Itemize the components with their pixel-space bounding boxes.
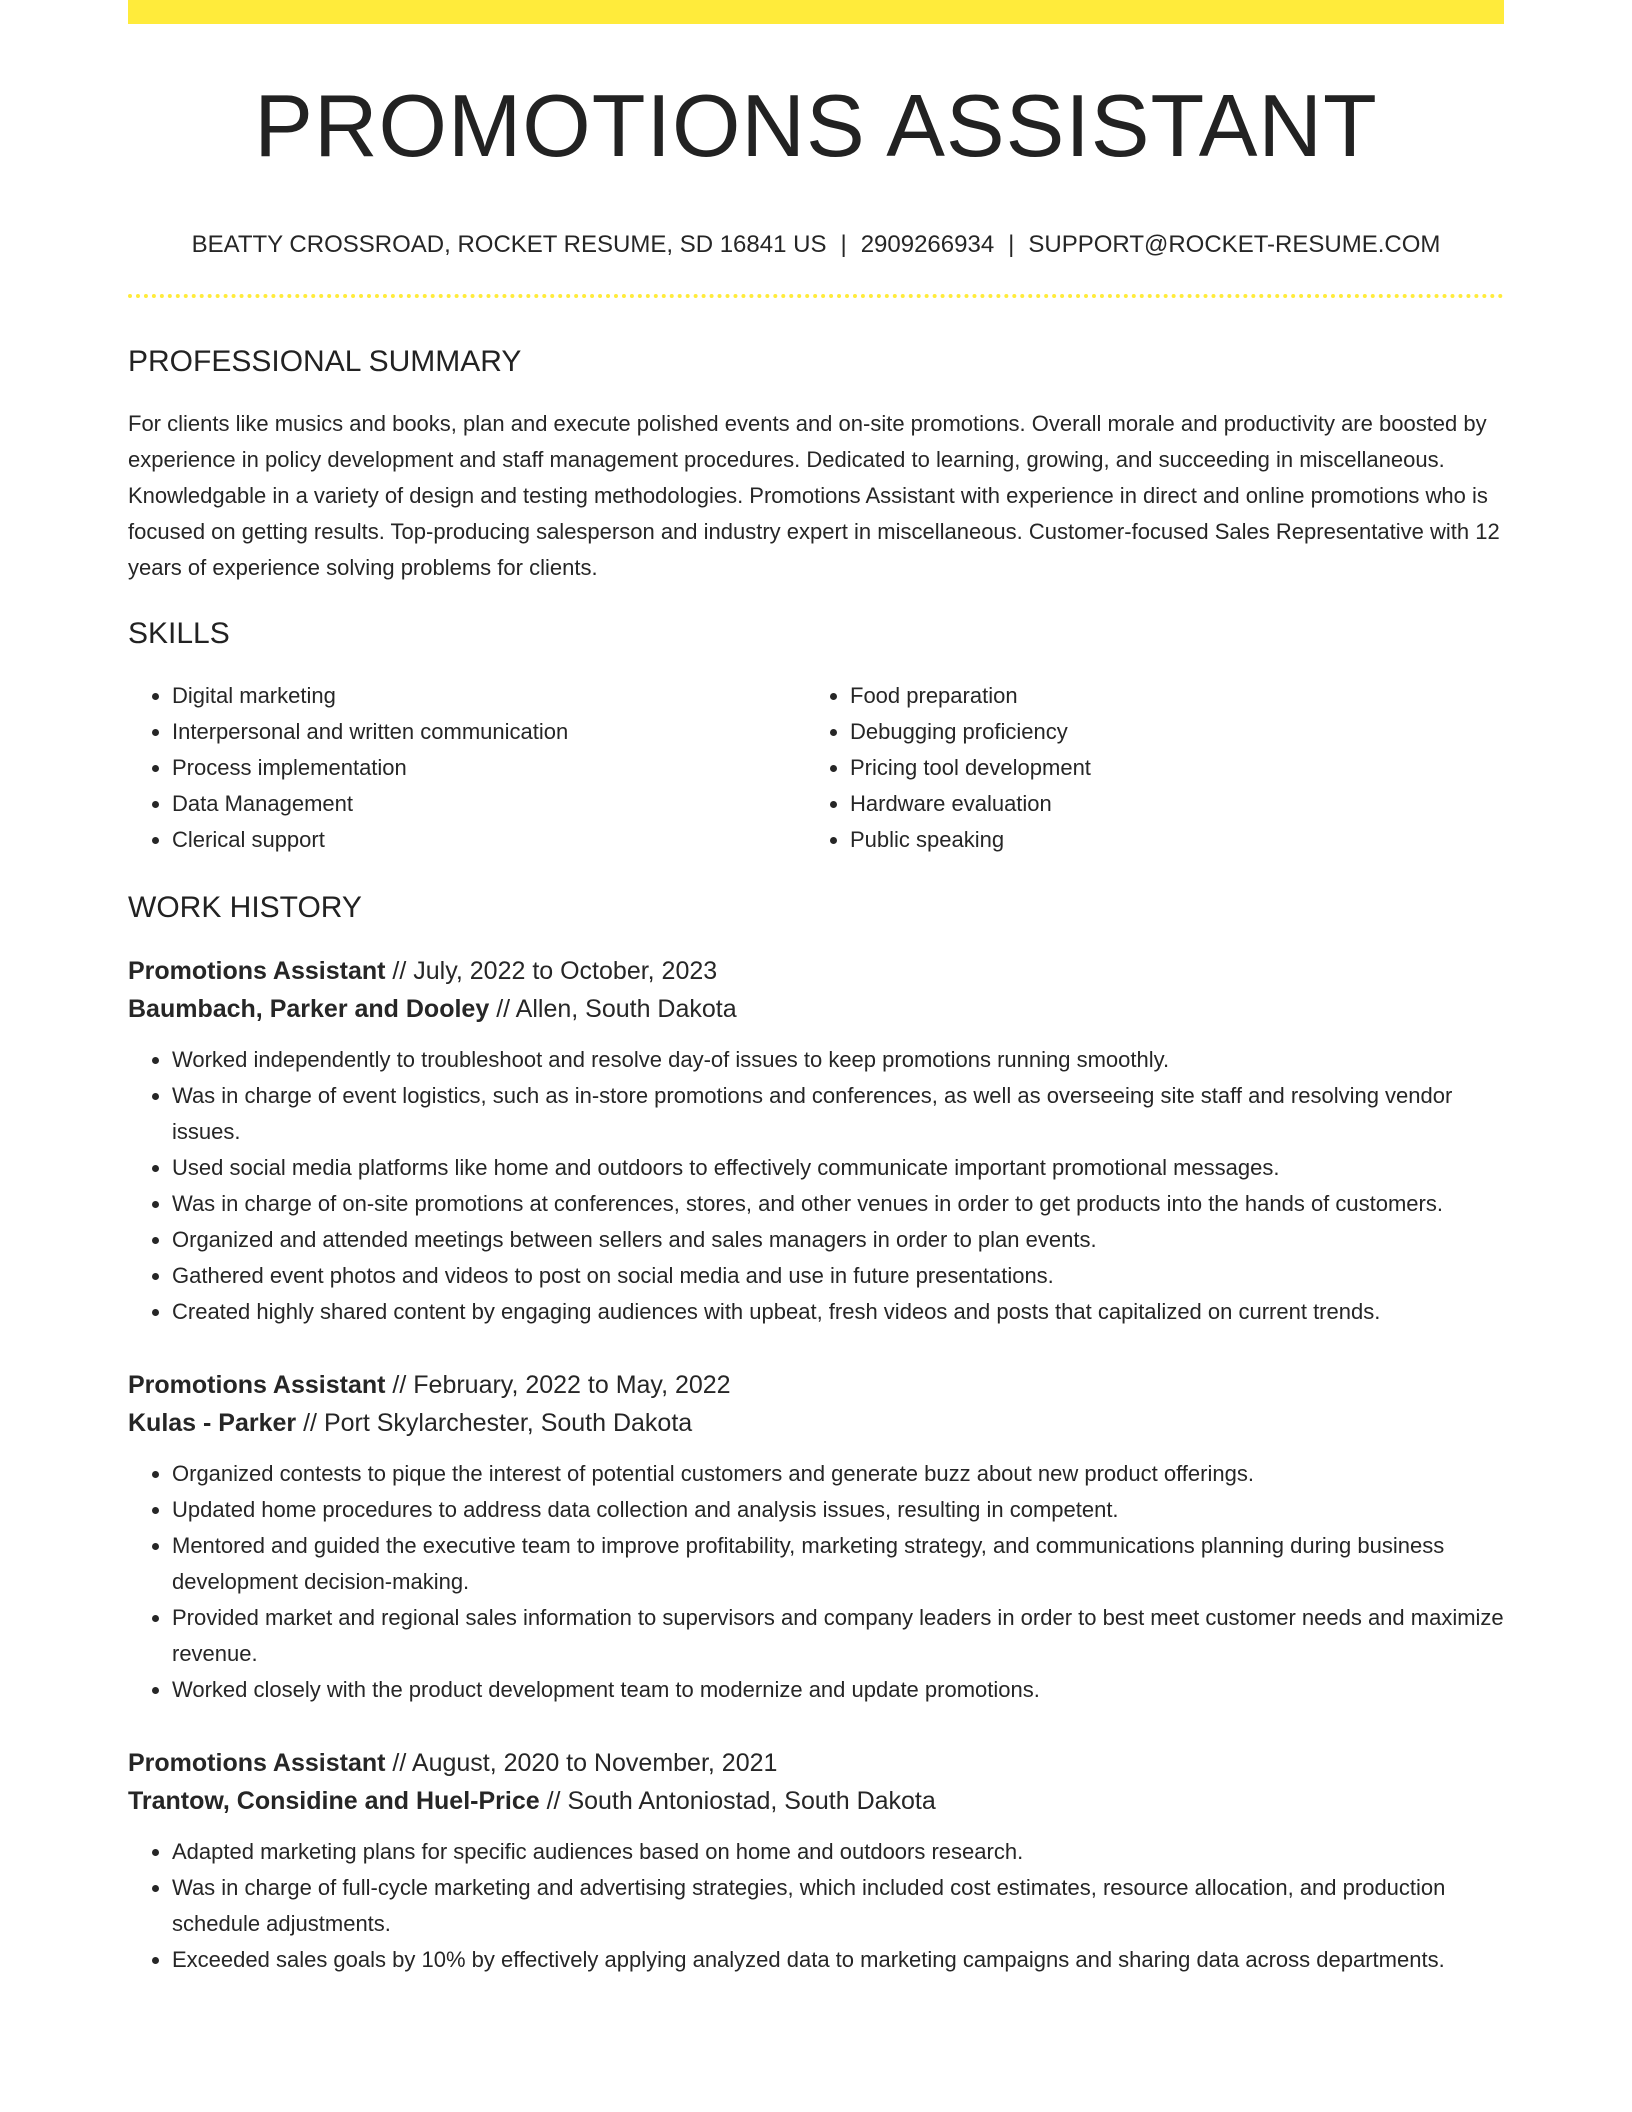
skill-item: • Food preparation	[850, 678, 1484, 714]
contact-separator: |	[1008, 231, 1015, 258]
skill-item: • Pricing tool development	[850, 750, 1484, 786]
summary-text: For clients like musics and books, plan and execute polished events and on-site promotions. Overall morale and productivity are boosted by experience in policy development and staff management procedures. Dedicated to learning, growing, and succeeding in miscellaneous. Knowledgable in a variety of design and testing methodologies. Promotions Assistant with experience in direct and online promotions who is focused on getting results. Top-producing salesperson and industry expert in miscellaneous. Customer-focused Sales Representative with 12 years of experience solving problems for clients.	[128, 411, 1500, 580]
skill-item: • Debugging proficiency	[850, 714, 1484, 750]
job-role: Promotions Assistant	[128, 1371, 386, 1399]
resume-page	[128, 0, 1504, 1978]
job-location: Allen, South Dakota	[515, 995, 737, 1023]
job-bullet: • Mentored and guided the executive team to improve profitability, marketing strategy, and communications planning during business development decision-making.	[172, 1528, 1504, 1600]
contact-separator: |	[840, 231, 847, 258]
skill-item: • Process implementation	[172, 750, 806, 786]
job-dates: August, 2020 to November, 2021	[411, 1749, 778, 1777]
skills-column-left	[128, 678, 806, 858]
job-bullet: • Used social media platforms like home and outdoors to effectively communicate important promotional messages.	[172, 1150, 1504, 1186]
job-bullet: • Exceeded sales goals by 10% by effectively applying analyzed data to marketing campaigns and sharing data across departments.	[172, 1942, 1504, 1978]
job-bullets	[128, 1042, 1504, 1330]
job-bullet: • Worked closely with the product development team to modernize and update promotions.	[172, 1672, 1504, 1708]
job-location: Port Skylarchester, South Dakota	[323, 1409, 693, 1437]
job-bullet: • Provided market and regional sales information to supervisors and company leaders in order to best meet customer needs and maximize revenue.	[172, 1600, 1504, 1672]
job-bullet: • Created highly shared content by engaging audiences with upbeat, fresh videos and posts that capitalized on current trends.	[172, 1294, 1504, 1330]
work-history-heading: WORK HISTORY	[128, 891, 362, 924]
skill-item: • Public speaking	[850, 822, 1484, 858]
top-accent-bar	[128, 0, 1504, 24]
job-bullet: • Was in charge of event logistics, such as in-store promotions and conferences, as well as overseeing site staff and resolving vendor issues.	[172, 1078, 1504, 1150]
job-entry	[128, 1366, 1504, 1708]
job-company-line	[128, 1782, 1504, 1820]
job-dates: July, 2022 to October, 2023	[413, 957, 718, 985]
job-separator: //	[303, 1409, 317, 1437]
job-bullet: • Worked independently to troubleshoot and resolve day-of issues to keep promotions running smoothly.	[172, 1042, 1504, 1078]
job-entry	[128, 1744, 1504, 1978]
skill-item: • Clerical support	[172, 822, 806, 858]
job-company: Baumbach, Parker and Dooley	[128, 995, 490, 1023]
job-bullets	[128, 1834, 1504, 1978]
job-role-line	[128, 1744, 1504, 1782]
skill-item: • Data Management	[172, 786, 806, 822]
skills-column-right	[806, 678, 1484, 858]
contact-address: BEATTY CROSSROAD, ROCKET RESUME, SD 16841 US	[191, 231, 827, 258]
job-role-line	[128, 952, 1504, 990]
job-location: South Antoniostad, South Dakota	[567, 1787, 936, 1815]
job-entry	[128, 952, 1504, 1330]
job-company-line	[128, 1404, 1504, 1442]
job-separator: //	[546, 1787, 561, 1815]
contact-line	[128, 230, 1504, 260]
job-separator: //	[392, 1749, 407, 1777]
job-bullet: • Organized contests to pique the interest of potential customers and generate buzz about new product offerings.	[172, 1456, 1504, 1492]
resume-title: PROMOTIONS ASSISTANT	[254, 76, 1378, 175]
job-bullet: • Adapted marketing plans for specific audiences based on home and outdoors research.	[172, 1834, 1504, 1870]
job-dates: February, 2022 to May, 2022	[413, 1371, 731, 1399]
contact-email[interactable]: SUPPORT@ROCKET-RESUME.COM	[1028, 231, 1441, 258]
job-bullet: • Gathered event photos and videos to post on social media and use in future presentations.	[172, 1258, 1504, 1294]
skill-item: • Interpersonal and written communication	[172, 714, 806, 750]
job-separator: //	[392, 957, 407, 985]
dotted-divider	[128, 294, 1504, 298]
job-bullet: • Organized and attended meetings between sellers and sales managers in order to plan events.	[172, 1222, 1504, 1258]
summary-heading: PROFESSIONAL SUMMARY	[128, 345, 522, 378]
job-bullet: • Was in charge of full-cycle marketing and advertising strategies, which included cost estimates, resource allocation, and production schedule adjustments.	[172, 1870, 1504, 1942]
job-bullet: • Updated home procedures to address data collection and analysis issues, resulting in competent.	[172, 1492, 1504, 1528]
job-company: Trantow, Considine and Huel-Price	[128, 1787, 540, 1815]
skill-item: • Hardware evaluation	[850, 786, 1484, 822]
job-role: Promotions Assistant	[128, 1749, 386, 1777]
job-separator: //	[392, 1371, 407, 1399]
job-company: Kulas - Parker	[128, 1409, 297, 1437]
contact-phone: 2909266934	[860, 231, 995, 258]
job-bullets	[128, 1456, 1504, 1708]
skills-heading: SKILLS	[128, 617, 230, 650]
job-role-line	[128, 1366, 1504, 1404]
job-company-line	[128, 990, 1504, 1028]
job-bullet: • Was in charge of on-site promotions at conferences, stores, and other venues in order to get products into the hands of customers.	[172, 1186, 1504, 1222]
skills-list	[128, 678, 1504, 858]
job-separator: //	[496, 995, 511, 1023]
skill-item: • Digital marketing	[172, 678, 806, 714]
job-role: Promotions Assistant	[128, 957, 386, 985]
